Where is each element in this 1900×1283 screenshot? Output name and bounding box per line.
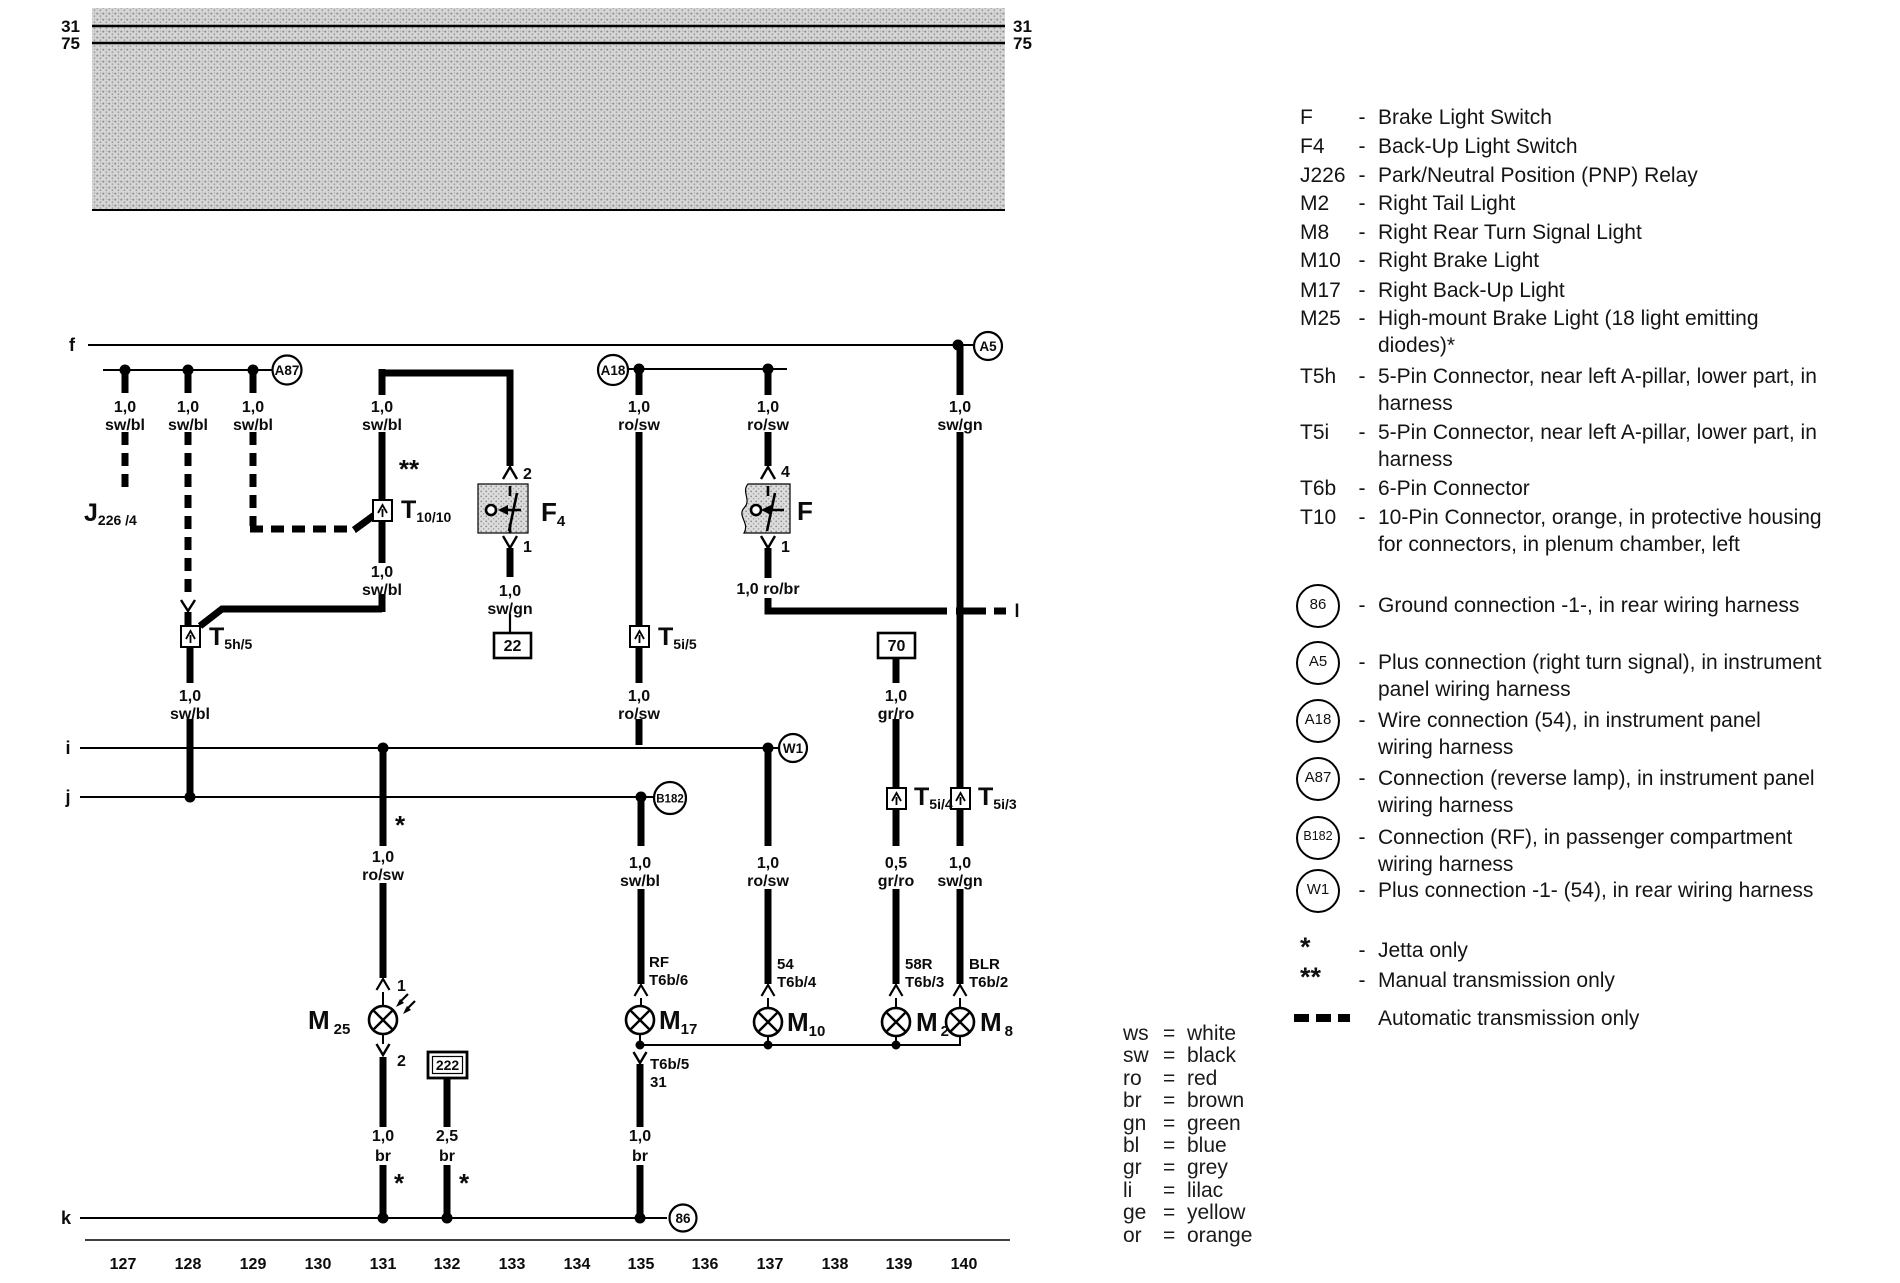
wire-size: 1,0 (627, 688, 651, 705)
legend-desc: Plus connection -1- (54), in rear wiring harness (1378, 879, 1814, 902)
track-number: 130 (304, 1256, 332, 1273)
rail-f (69, 335, 974, 355)
legend-desc: Right Tail Light (1378, 192, 1516, 215)
rail-j (64, 787, 654, 807)
legend-circle-w1: W1 (1296, 869, 1340, 913)
track-number: 136 (691, 1256, 719, 1273)
f4-pin-2: 2 (523, 466, 532, 483)
m8-connector: T6b/2 (969, 974, 1009, 991)
legend-circle-b182: B182 (1296, 816, 1340, 860)
wire-size: 1,0 (371, 849, 395, 866)
wire-color: sw/gn (937, 873, 983, 890)
legend-desc: 6-Pin Connector (1378, 477, 1530, 500)
m2-connector: T6b/3 (905, 974, 945, 991)
legend-desc: Connection (reverse lamp), in instrument panel wiring harness (1378, 767, 1815, 817)
wire-size: 1,0 (241, 399, 265, 416)
rail-i-label: i (65, 738, 71, 758)
wire-color: ro/sw (618, 417, 660, 434)
rail-l-label: l (1014, 601, 1020, 621)
legend-desc: Connection (RF), in passenger compartment wiring harness (1378, 826, 1793, 876)
track-number: 135 (627, 1256, 655, 1273)
dashed-line-icon (1294, 1014, 1350, 1022)
color-code-row: ge = yellow (1123, 1201, 1246, 1225)
m17-lamp-icon (626, 1006, 654, 1034)
wire-size: 1,0 (948, 855, 972, 872)
legend-circle-86: 86 (1296, 584, 1340, 628)
a18-circle (598, 355, 628, 385)
legend-desc: 5-Pin Connector, near left A-pillar, lower part, in harness (1378, 365, 1817, 415)
legend-double-star: ** (1300, 962, 1322, 992)
legend-desc: Park/Neutral Position (PNP) Relay (1378, 164, 1698, 187)
m17-label: M17 (659, 1005, 698, 1038)
rail-k (61, 1208, 667, 1228)
wire-color: sw/bl (169, 706, 211, 723)
legend-key: F4 (1300, 135, 1325, 158)
wire-size: 1,0 (370, 564, 394, 581)
track-number: 128 (174, 1256, 202, 1273)
w1-circle (779, 734, 807, 762)
f4-pin-1: 1 (523, 539, 532, 556)
legend-key: M8 (1300, 221, 1330, 244)
legend-desc: Wire connection (54), in instrument panel wiring harness (1378, 709, 1761, 759)
color-code-row: bl = blue (1123, 1134, 1227, 1158)
wire-size: 1,0 (371, 1128, 395, 1145)
t5i5-connector-icon (630, 626, 649, 647)
wire-color: sw/bl (104, 417, 146, 434)
wiring-diagram-page: 31 75 31 75 f i j k 22 l 70 222 A87 A18 A5 W1 B182 86 1,0 sw/bl 1,0 sw/bl 1,0 sw/bl 1,0 sw/bl 1,0 sw/bl 1,0 sw/bl 1,0 sw/gn 1,0 ro/sw 1,0 ro/sw 1,0 ro/sw 1,0 ro/br 1,0 sw/gn 1,0 gr/ro 0,5 gr/ro 1,0 sw/gn 1,0 ro/sw 1,0 sw/bl 1,0 ro/sw 1,0 br 2,5 br 1,0 br J226 /4 T10/10 T5h/5 T5i/5 T5i/4 T5i/3 F4 F M 25 M17 M10 M 2 M 8 2 1 4 1 1 2 RF T6b/6 54 T6b/4 58R T6b/3 BLR T6b/2 T6b/5 31 ** * * * 127 128 129 130 131 132 133 134 135 136 137 138 139 140 F - Brake Light Switch F4 - Back-Up Light Switch J226 - Park/Neutral Position (PNP) Relay M2 - Right Tail Light M8 - Right Rear Turn Signal Light M10 - Right Brake Light M17 - Right Back-Up Light M25 - High-mount Brake Light (18 light emitting diodes)* T5h - 5-Pin Connector, near left A-pillar, lower part, in harness T5i - 5-Pin Connector, near left A-pillar, lower part, in harness T6b - 6-Pin Connector T10 - 10-Pin Connector, orange, in protective housing for connectors, in plenum chamber, left 86 - Ground connection -1-, in rear wiring harness A5 - Plus connection (right turn signal), in instrument panel wiring harness A18 - Wire connection (54), in instrument panel wiring harness A87 - Connection (reverse lamp), in instrument panel wiring harness B182 - Connection (RF), in passenger compartment wiring harness W1 - Plus connection -1- (54), in rear wiring harness * - Jetta only ** - Manual transmission only Automatic transmission only ws = white sw = black ro = red br = brown gn = green bl = blue gr = grey li = lilac ge = yellow or = orange (0, 0, 1900, 1283)
wire-size: 2,5 (435, 1128, 459, 1145)
track-number: 132 (433, 1256, 461, 1273)
box-70 (878, 633, 915, 658)
track-number: 137 (756, 1256, 784, 1273)
wire-size: 1,0 (176, 399, 200, 416)
wire-t10-dashed (250, 367, 380, 530)
b182-circle (654, 782, 686, 814)
legend-star: * (1300, 932, 1311, 962)
wire-color: br (439, 1148, 455, 1165)
m2-label: M 2 (916, 1007, 950, 1040)
terminal-75-label-left: 75 (61, 34, 80, 53)
wire-color: gr/ro (877, 873, 915, 890)
m10-terminal: 54 (777, 956, 794, 973)
legend-key: T10 (1300, 506, 1337, 529)
legend-desc: Right Back-Up Light (1378, 279, 1565, 302)
t10-label: T10/10 (401, 496, 452, 525)
j226-label: J226 /4 (84, 499, 137, 528)
legend-desc: 5-Pin Connector, near left A-pillar, lower part, in harness (1378, 421, 1817, 471)
wire-size: 1,0 (628, 1128, 652, 1145)
a87-circle-label: A87 (274, 363, 300, 378)
wire-color: sw/bl (361, 417, 403, 434)
legend-desc: 10-Pin Connector, orange, in protective housing for connectors, in plenum chamber, left (1378, 506, 1822, 556)
wire-size: 0,5 (884, 855, 908, 872)
legend-double-star-desc: Manual transmission only (1378, 969, 1615, 992)
m17-connector: T6b/6 (649, 972, 689, 989)
legend-key: M17 (1300, 279, 1341, 302)
rail-k-label: k (60, 1208, 72, 1228)
rail-j-label: j (65, 787, 71, 807)
star-mark-m25: * (394, 810, 406, 840)
wire-color: ro/sw (747, 417, 789, 434)
wire-color: ro/sw (362, 867, 404, 884)
wire-color: sw/bl (232, 417, 274, 434)
legend-desc: Brake Light Switch (1378, 106, 1552, 129)
a87-circle (273, 356, 302, 385)
track-scale (85, 1240, 1010, 1273)
wire-size: 1,0 (948, 399, 972, 416)
m2-lamp-icon (882, 1008, 910, 1036)
m10-label: M10 (787, 1007, 826, 1040)
legend-circle-a18: A18 (1296, 699, 1340, 743)
m8-terminal: BLR (969, 956, 1000, 973)
track-number: 129 (239, 1256, 267, 1273)
legend-desc: Right Brake Light (1378, 249, 1540, 272)
m17-terminal: RF (649, 954, 669, 971)
legend-desc: Ground connection -1-, in rear wiring harness (1378, 594, 1800, 617)
f-pin-1: 1 (781, 539, 790, 556)
wire-color: sw/gn (937, 417, 983, 434)
terminal-strip-band (61, 8, 1032, 210)
ground-86-circle (670, 1205, 697, 1232)
legend-desc: Back-Up Light Switch (1378, 135, 1578, 158)
wire-color: sw/gn (487, 601, 533, 618)
wire-size: 1,0 (113, 399, 137, 416)
legend-desc: Right Rear Turn Signal Light (1378, 221, 1642, 244)
f4-label: F4 (541, 497, 566, 530)
color-code-table (1123, 1023, 1252, 1247)
wire-color: sw/bl (167, 417, 209, 434)
wire-size: 1,0 (884, 688, 908, 705)
color-code-row: ws = white (1123, 1022, 1237, 1045)
wire-size: 1,0 (756, 399, 780, 416)
wire-color: sw/bl (619, 873, 661, 890)
wire-color: gr/ro (877, 706, 915, 723)
m25-pin-1: 1 (397, 978, 406, 995)
m8-lamp-icon (946, 1008, 974, 1036)
b182-circle-label: B182 (656, 793, 684, 806)
f-pin-4: 4 (781, 464, 790, 481)
rail-i (65, 738, 779, 758)
wire-color: br (375, 1148, 391, 1165)
m8-label: M 8 (980, 1007, 1014, 1040)
star-mark-222-gnd: * (458, 1168, 470, 1198)
m10-lamp-icon (754, 1008, 782, 1036)
color-code-row: br = brown (1123, 1089, 1245, 1113)
track-number: 127 (109, 1256, 137, 1273)
legend-star-desc: Jetta only (1378, 939, 1468, 962)
f-label: F (797, 496, 813, 526)
color-code-row: gn = green (1123, 1111, 1241, 1135)
color-code-row: gr = grey (1123, 1156, 1228, 1180)
a5-circle (974, 332, 1002, 360)
color-code-row: or = orange (1123, 1223, 1253, 1247)
legend-key: T5h (1300, 365, 1337, 388)
box-22 (494, 633, 531, 658)
t5i4-label: T5i/4 (914, 783, 953, 812)
m25-pin-2: 2 (397, 1053, 406, 1070)
track-number: 138 (821, 1256, 849, 1273)
legend-key: F (1300, 106, 1313, 129)
wire-color: ro/sw (618, 706, 660, 723)
terminal-31-label-right: 31 (1013, 17, 1032, 36)
m25-lamp-icon (369, 994, 415, 1034)
wire-size: 1,0 (178, 688, 202, 705)
ground-86-label: 86 (675, 1211, 691, 1226)
t10-connector-icon (373, 500, 392, 521)
track-number: 139 (885, 1256, 913, 1273)
color-code-row: li = lilac (1123, 1178, 1224, 1202)
t5i3-connector-icon (951, 788, 970, 809)
terminal-75-label-right: 75 (1013, 34, 1032, 53)
t5i5-label: T5i/5 (658, 623, 697, 652)
legend-key: T5i (1300, 421, 1330, 444)
wire-m25 (377, 750, 390, 1215)
double-star-mark: ** (398, 454, 420, 484)
t5i3-label: T5i/3 (978, 783, 1017, 812)
a5-circle-label: A5 (979, 339, 997, 354)
t5i4-connector-icon (887, 788, 906, 809)
color-code-row: ro = red (1123, 1066, 1218, 1090)
legend-key: T6b (1300, 477, 1337, 500)
legend-dash-desc: Automatic transmission only (1378, 1007, 1640, 1030)
w1-circle-label: W1 (782, 741, 804, 756)
star-mark-m25-gnd: * (393, 1168, 405, 1198)
legend-key: J226 (1300, 164, 1346, 187)
wire-color: sw/bl (361, 582, 403, 599)
box-22-label: 22 (503, 638, 522, 655)
track-number: 133 (498, 1256, 526, 1273)
track-number: 134 (563, 1256, 591, 1273)
legend-circle-a5: A5 (1296, 641, 1340, 685)
legend-key: M10 (1300, 249, 1341, 272)
box-70-label: 70 (887, 638, 906, 655)
terminal-31-label-left: 31 (61, 17, 80, 36)
m10-connector: T6b/4 (777, 974, 817, 991)
wire-size: 1,0 (756, 855, 780, 872)
wire-size: 1,0 (627, 399, 651, 416)
m17-ground-terminal: 31 (650, 1074, 667, 1091)
rail-f-label: f (69, 335, 75, 355)
wire-color: br (632, 1148, 648, 1165)
color-code-row: sw = black (1123, 1044, 1237, 1068)
wire-size: 1,0 (498, 583, 522, 600)
legend-desc: High-mount Brake Light (18 light emitting diodes)* (1378, 307, 1759, 357)
legend-desc: Plus connection (right turn signal), in instrument panel wiring harness (1378, 651, 1822, 701)
wire-a5-swgn (954, 344, 967, 1008)
legend-key: M2 (1300, 192, 1330, 215)
m17-ground-connector: T6b/5 (650, 1056, 690, 1073)
legend-circle-a87: A87 (1296, 757, 1340, 801)
m2-terminal: 58R (905, 956, 933, 973)
m25-label: M 25 (308, 1005, 351, 1038)
wire-label: 1,0 ro/br (736, 581, 800, 598)
wire-size: 1,0 (370, 399, 394, 416)
legend-key: M25 (1300, 307, 1341, 330)
t5h-label: T5h/5 (209, 623, 253, 652)
wire-size: 1,0 (628, 855, 652, 872)
track-number: 140 (950, 1256, 978, 1273)
wire-color: ro/sw (747, 873, 789, 890)
box-222-label: 222 (435, 1057, 460, 1073)
a18-circle-label: A18 (600, 363, 626, 378)
track-number: 131 (369, 1256, 397, 1273)
